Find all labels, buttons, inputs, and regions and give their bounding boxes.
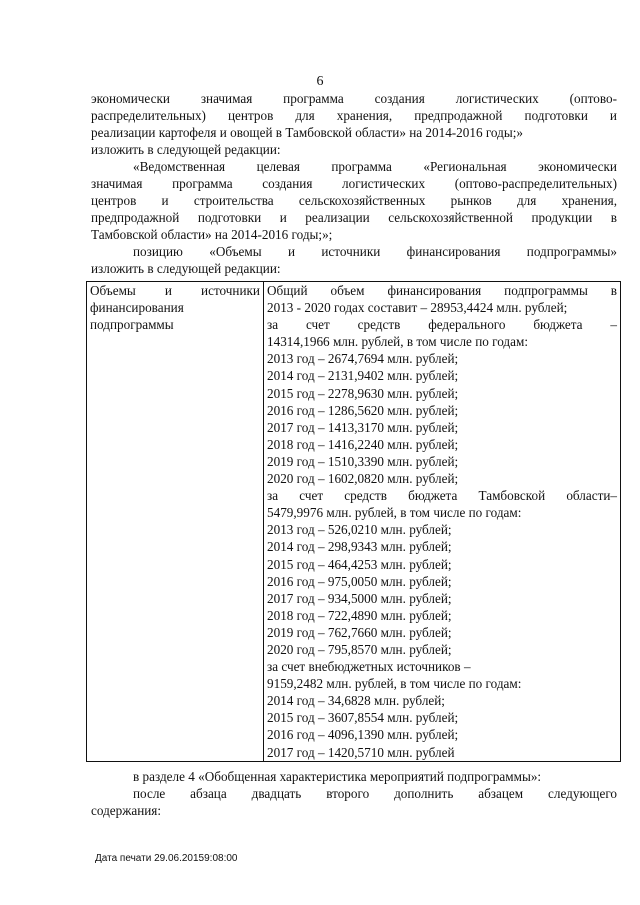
cell-line: 2016 год – 1286,5620 млн. рублей; xyxy=(267,402,459,418)
cell-line: 2017 год – 1413,3170 млн. рублей; xyxy=(267,419,459,435)
cell-line: 2018 год – 722,4890 млн. рублей; xyxy=(267,607,452,623)
cell-line: 9159,2482 млн. рублей, в том числе по годам: xyxy=(267,676,522,692)
cell-line: 2013 - 2020 годах составит – 28953,4424 млн. рублей; xyxy=(267,300,568,316)
cell-line: 2015 год – 3607,8554 млн. рублей; xyxy=(267,710,459,726)
cell-line: 2015 год – 464,4253 млн. рублей; xyxy=(267,556,452,572)
intro-text xyxy=(91,90,617,277)
table-header-cell xyxy=(87,282,264,762)
text-line: после абзаца двадцать второго дополнить абзацем следующего xyxy=(133,786,617,801)
text-line: Тамбовской области» на 2014-2016 годы;»; xyxy=(91,227,333,242)
cell-line: за счет средств федерального бюджета – xyxy=(267,317,617,333)
cell-line: 2017 год – 934,5000 млн. рублей; xyxy=(267,590,452,606)
text-line: распределительных) центров для хранения, предпродажной подготовки и xyxy=(91,108,617,123)
cell-line: подпрограммы xyxy=(90,317,174,333)
outro-text xyxy=(91,768,617,819)
cell-line: 2016 год – 975,0050 млн. рублей; xyxy=(267,573,452,589)
cell-line: 2015 год – 2278,9630 млн. рублей; xyxy=(267,385,459,401)
cell-line: 2016 год – 4096,1390 млн. рублей; xyxy=(267,727,459,743)
table-row xyxy=(87,282,621,762)
cell-line: 2018 год – 1416,2240 млн. рублей; xyxy=(267,436,459,452)
cell-line: 2013 год – 2674,7694 млн. рублей; xyxy=(267,351,459,367)
table-value-cell xyxy=(264,282,621,762)
cell-line: 2019 год – 1510,3390 млн. рублей; xyxy=(267,453,459,469)
funding-table xyxy=(86,281,621,762)
cell-line: 2020 год – 795,8570 млн. рублей; xyxy=(267,641,452,657)
funding-table-wrapper xyxy=(86,281,621,762)
cell-line: за счет внебюджетных источников – xyxy=(267,659,471,675)
cell-line: за счет средств бюджета Тамбовской области– xyxy=(267,488,617,504)
cell-line: 2013 год – 526,0210 млн. рублей; xyxy=(267,522,452,538)
cell-line: 2020 год – 1602,0820 млн. рублей; xyxy=(267,471,459,487)
cell-line: финансирования xyxy=(90,300,184,316)
cell-line: 14314,1966 млн. рублей, в том числе по годам: xyxy=(267,334,529,350)
cell-line: Объемы и источники xyxy=(90,283,260,298)
cell-line: Общий объем финансирования подпрограммы в xyxy=(267,283,617,298)
text-line: центров и строительства сельскохозяйственных рынков для хранения, xyxy=(91,193,617,208)
print-date: Дата печати 29.06.20159:08:00 xyxy=(95,853,238,864)
cell-line: 2019 год – 762,7660 млн. рублей; xyxy=(267,624,452,640)
page-number: 6 xyxy=(316,74,324,89)
cell-line: 2014 год – 2131,9402 млн. рублей; xyxy=(267,368,459,384)
cell-line: 2014 год – 34,6828 млн. рублей; xyxy=(267,693,445,709)
text-line: изложить в следующей редакции: xyxy=(91,142,281,157)
text-line: «Ведомственная целевая программа «Региональная экономически xyxy=(133,159,617,174)
cell-line: 2014 год – 298,9343 млн. рублей; xyxy=(267,539,452,555)
text-line: изложить в следующей редакции: xyxy=(91,261,281,276)
text-line: предпродажной подготовки и реализации сельскохозяйственной продукции в xyxy=(91,210,617,225)
cell-line: 5479,9976 млн. рублей, в том числе по годам: xyxy=(267,505,522,521)
text-line: реализации картофеля и овощей в Тамбовской области» на 2014-2016 годы;» xyxy=(91,125,523,140)
cell-line: 2017 год – 1420,5710 млн. рублей xyxy=(267,744,455,760)
text-line: позицию «Объемы и источники финансирования подпрограммы» xyxy=(133,244,617,259)
text-line: в разделе 4 «Обобщенная характеристика мероприятий подпрограммы»: xyxy=(133,769,542,784)
text-line: экономически значимая программа создания логистических (оптово- xyxy=(91,91,617,106)
text-line: значимая программа создания логистических (оптово-распределительных) xyxy=(91,176,617,191)
text-line: содержания: xyxy=(91,803,162,818)
